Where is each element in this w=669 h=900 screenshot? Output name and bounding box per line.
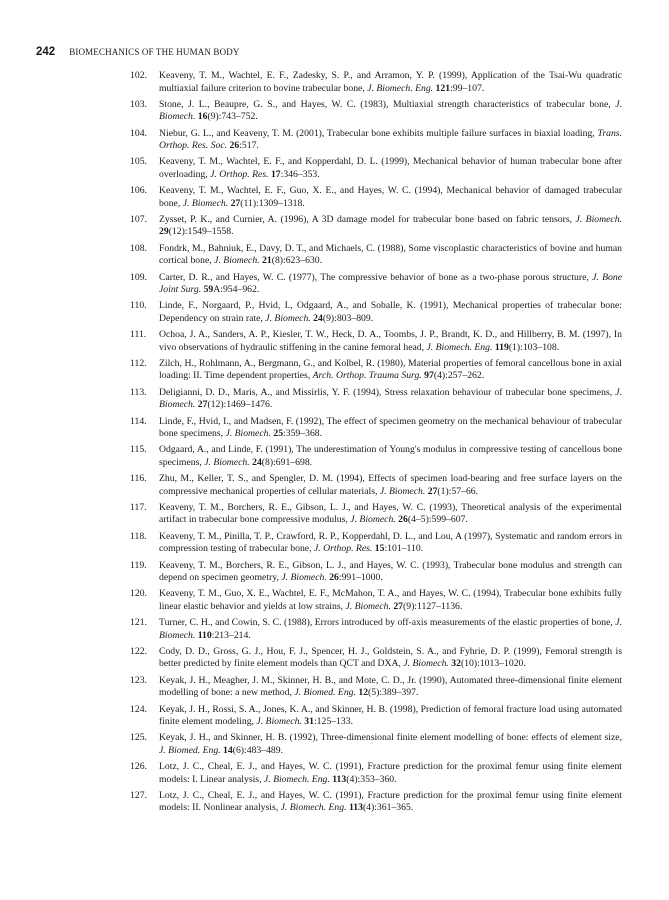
pages: (4):353–360. [346,773,397,785]
reference-number: 118. [130,530,147,542]
reference-text: Cody, D. D., Gross, G. J., Hou, F. J., Spencer, H. J., Goldstein, S. A., and Fyhrie, D. P. (1999), Femoral strength is better predicted by finite element models than QCT and DXA, [159,645,622,670]
reference-item [130,329,622,354]
volume-number: 27 [230,197,241,209]
journal-name: J. Biomed. Eng. [159,744,221,756]
reference-item [130,214,622,239]
reference-number: 119. [130,559,147,571]
reference-item [130,560,622,585]
reference-text: Keaveny, T. M., Wachtel, E. F., Zadesky, S. P., and Arramon, Y. P. (1999), Application of the Tsai-Wu quadratic multiaxial failure criterion to bovine trabecular bone, [159,70,622,94]
pages: :101–110. [384,543,424,555]
reference-number: 127. [130,789,147,801]
pages: (8):691–698. [261,456,313,468]
reference-text: Keaveny, T. M., Wachtel, E. F., and Kopperdahl, D. L. (1999), Mechanical behavior of human trabecular bone after overloading, [159,156,622,180]
book-title: BIOMECHANICS OF THE HUMAN BODY [69,47,240,57]
page-number: 242 [36,46,56,58]
reference-item [130,732,622,757]
reference-number: 123. [130,674,147,686]
volume-number: 26 [229,140,240,152]
journal-name: J. Biomech. [159,386,623,411]
reference-item [130,646,622,671]
journal-name: J. Orthop. Res. [313,543,373,555]
volume-number: 26 [329,572,339,584]
reference-text: Keaveny, T. M., Pinilla, T. P., Crawford, R. P., Kopperdahl, D. L., and Lou, A (1997), Systematic and random errors in compression testing of trabecular bone, [159,530,622,555]
pages: (9):1127–1136. [403,600,463,612]
reference-text: Zilch, H., Rohlmann, A., Bergmann, G., and Kolbel, R. (1980), Material properties of femoral cancellous bone in axial loading: II. Time dependent properties, [159,357,622,382]
reference-item [130,272,622,297]
journal-name: J. Bone Joint Surg. [159,271,622,296]
reference-text: Lotz, J. C., Cheal, E. J., and Hayes, W. C. (1991), Fracture prediction for the proximal femur using finite element models: I. Linear analysis, [159,761,622,785]
volume-number: 17 [270,168,281,180]
pages: (6):483–489. [232,744,284,756]
reference-number: 104. [130,127,147,139]
pages: (1):57–66. [437,485,479,497]
volume-number: 12 [358,687,369,699]
volume-number: 24 [252,456,262,468]
reference-item [130,99,622,124]
reference-number: 122. [130,645,147,657]
pages: (4):257–262. [433,370,485,382]
journal-name: J. Biomech. [403,658,449,670]
volume-number: 32 [451,658,461,670]
volume-number: 25 [273,428,284,440]
reference-number: 117. [130,501,147,513]
journal-name: Arch. Orthop. Trauma Surg. [312,370,422,382]
reference-item [130,502,622,527]
reference-number: 124. [130,703,147,715]
reference-number: 109. [130,271,147,283]
reference-item [130,588,622,613]
journal-name: J. Biomech. Eng. [367,82,434,94]
reference-number: 107. [130,213,147,225]
reference-item [130,358,622,383]
pages: :359–368. [283,428,323,440]
reference-text: Niebur, G. L., and Keaveny, T. M. (2001), Trabecular bone exhibits multiple failure surfaces in biaxial loading, [159,127,595,139]
reference-number: 121. [130,617,147,629]
running-head [36,42,636,62]
journal-name: J. Biomech. [182,197,229,209]
volume-number: 121 [435,82,451,94]
volume-number: 27 [393,600,404,612]
reference-text: Lotz, J. C., Cheal, E. J., and Hayes, W. C. (1991), Fracture prediction for the proximal femur using finite element models: II. Nonlinear analysis, [159,789,622,814]
reference-item [130,704,622,729]
reference-item [130,444,622,469]
pages: :125–133. [313,716,353,728]
reference-item [130,617,622,642]
pages: (5):389–397. [368,687,419,699]
reference-number: 112. [130,357,147,369]
pages: :517. [239,140,259,152]
reference-item [130,790,622,815]
reference-number: 105. [130,156,147,168]
pages: (8):623–630. [271,255,323,267]
pages: (12):1549–1558. [168,226,234,238]
reference-text: Carter, D. R., and Hayes, W. C. (1977), The compressive behavior of bone as a two-phase porous structure, [159,271,589,283]
journal-name: J. Biomed. Eng. [294,687,356,699]
reference-text: Keaveny, T. M., Borchers, R. E., Gibson, L. J., and Hayes, W. C. (1993), Trabecular bone modulus and strength can depend on specimen geometry, [159,559,622,584]
journal-name: J. Biomech. [350,514,396,526]
reference-item [130,70,622,95]
volume-number: 110 [197,629,212,641]
reference-text: Keaveny, T. M., Guo, X. E., Wachtel, E. F., McMahon, T. A., and Hayes, W. C. (1994), Trabecular bone exhibits fully linear elastic behavior and yields at low strains, [159,588,622,612]
journal-name: J. Biomech. [379,485,426,497]
journal-name: J. Biomech. [345,600,391,612]
journal-name: J. Biomech. [204,456,250,468]
pages: A:954–962. [213,284,260,296]
reference-number: 102. [130,70,147,81]
volume-number: 59 [203,284,214,296]
reference-text: Ochoa, J. A., Sanders, A. P., Kiesler, T. W., Heck, D. A., Toombs, J. P., Brandt, K. D., and Hillberry, B. M. (1997), In vivo observations of hydraulic stiffening in the canine femoral head, [159,329,622,353]
journal-name: J. Orthop. Res. [210,168,269,180]
reference-number: 120. [130,588,147,600]
reference-item [130,128,622,153]
reference-text: Keyak, J. H., Rossi, S. A., Jones, K. A., and Skinner, H. B. (1998), Prediction of femoral fracture load using automated finite element modeling, [159,703,622,728]
reference-text: Fondrk, M., Bahniuk, E., Davy, D. T., and Michaels, C. (1988), Some viscoplastic characteristics of bovine and human cortical bone, [159,242,622,267]
volume-number: 24 [313,312,323,324]
reference-text: Linde, F., Hvid, I., and Madsen, F. (1992), The effect of specimen geometry on the mechanical behaviour of trabecular bone specimens, [159,415,622,440]
reference-item [130,531,622,556]
reference-item [130,416,622,441]
pages: (9):743–752. [207,111,258,123]
journal-name: Trans. Orthop. Res. Soc. [159,127,623,152]
pages: :213–214. [211,629,251,641]
volume-number: 97 [424,370,434,382]
reference-item [130,300,622,325]
reference-text: Zhu, M., Keller, T. S., and Spengler, D. M. (1994), Effects of specimen load-bearing and free surface layers on the compressive mechanical properties of cellular materials, [159,473,622,497]
journal-name: J. Biomech. [159,617,622,641]
reference-item [130,473,622,498]
pages: (4–5):599–607. [407,514,468,526]
reference-number: 126. [130,761,147,773]
reference-number: 115. [130,444,147,456]
reference-text: Keyak, J. H., Meagher, J. M., Skinner, H. B., and Mote, C. D., Jr. (1990), Automated three-dimensional finite element modelling of bone: a new method, [159,674,622,699]
reference-number: 108. [130,242,147,254]
volume-number: 14 [223,744,233,756]
reference-text: Keyak, J. H., and Skinner, H. B. (1992), Three-dimensional finite element modelling of bone: effects of element size, [159,732,622,744]
volume-number: 16 [197,111,208,123]
volume-number: 113 [332,773,347,785]
volume-number: 27 [197,399,208,411]
volume-number: 15 [374,543,385,555]
reference-item [130,156,622,181]
reference-text: Odgaard, A., and Linde, F. (1991), The underestimation of Young's modulus in compressive testing of cancellous bone specimens, [159,444,622,468]
reference-number: 116. [130,473,147,485]
reference-number: 111. [130,329,147,341]
reference-number: 113. [130,386,147,398]
pages: :991–1000. [338,572,383,584]
journal-name: J. Biomech. [214,255,260,267]
reference-number: 106. [130,185,147,197]
pages: :346–353. [280,168,320,180]
reference-item [130,675,622,700]
pages: (11):1309–1318. [240,197,305,209]
volume-number: 29 [159,226,169,238]
reference-number: 114. [130,415,147,427]
journal-name: J. Biomech. [256,716,302,728]
pages: (4):361–365. [362,802,414,814]
reference-text: Turner, C. H., and Cowin, S. C. (1988), Errors introduced by off-axis measurements of the elastic properties of bone, [159,617,613,629]
reference-item [130,243,622,268]
reference-text: Stone, J. L., Beaupre, G. S., and Hayes, W. C. (1983), Multiaxial strength characteristics of trabecular bone, [159,98,611,110]
journal-name: J. Biomech. [281,572,327,584]
reference-text: Keaveny, T. M., Borchers, R. E., Gibson, L. J., and Hayes, W. C. (1993), Theoretical analysis of the experimental artifact in trabecular bone compressive modulus, [159,501,622,526]
volume-number: 31 [304,716,314,728]
reference-text: Zysset, P. K., and Curnier, A. (1996), A 3D damage model for trabecular bone based on fabric tensors, [159,213,573,225]
reference-item [130,761,622,786]
pages: (1):103–108. [508,341,560,353]
pages: (10):1013–1020. [460,658,526,670]
pages: (9):803–809. [322,312,374,324]
journal-name: J. Biomech. [265,312,311,324]
volume-number: 113 [348,802,363,814]
journal-name: J. Biomech. Eng. [263,773,330,785]
reference-text: Keaveny, T. M., Wachtel, E. F., Guo, X. E., and Hayes, W. C. (1994), Mechanical behavior of damaged trabecular bone, [159,185,622,209]
volume-number: 119 [494,341,509,353]
journal-name: J. Biomech. [225,428,271,440]
volume-number: 26 [398,514,408,526]
reference-item [130,185,622,210]
journal-name: J. Biomech. Eng. [280,802,347,814]
reference-number: 110. [130,300,147,312]
reference-number: 103. [130,98,147,110]
reference-list [130,70,622,819]
reference-text: Linde, F., Norgaard, P., Hvid, I., Odgaard, A., and Soballe, K. (1991), Mechanical properties of trabecular bone: Dependency on strain rate, [159,300,622,324]
pages: (12):1469–1476. [207,399,273,411]
reference-text: Deligianni, D. D., Maris, A., and Missirlis, Y. F. (1994), Stress relaxation behaviour of trabecular bone specimens, [159,386,613,398]
reference-number: 125. [130,732,147,744]
journal-name: J. Biomech. [575,213,622,225]
reference-item [130,387,622,412]
journal-name: J. Biomech. [159,98,622,123]
journal-name: J. Biomech. Eng. [426,341,493,353]
volume-number: 21 [262,255,272,267]
volume-number: 27 [427,485,438,497]
pages: :99–107. [450,82,485,94]
